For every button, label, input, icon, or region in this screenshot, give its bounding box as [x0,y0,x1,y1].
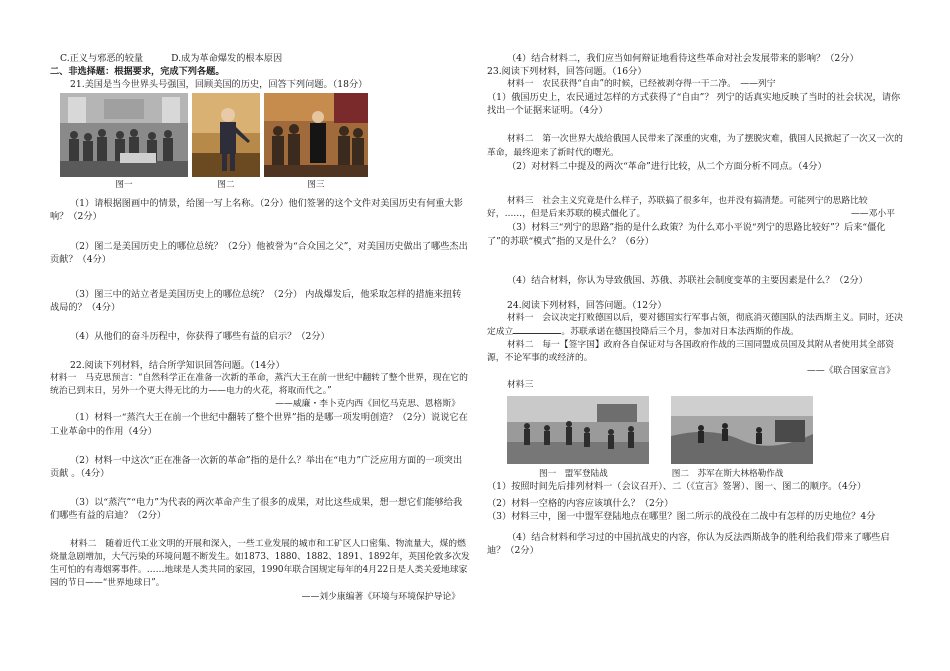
option-c: C.正义与邪恶的较量 [60,53,144,64]
left-column [50,52,470,604]
q22-stem: 22.阅读下列材料，结合所学知识回答问题。（14分） [70,359,285,371]
q24-material-3-label: 材料三 [507,379,534,390]
section-header: 二、非选择题：根据要求，完成下列各题。 [50,66,225,78]
q24-sub2: （2）材料一空格的内容应该填什么？（2分） [487,498,674,510]
q24-figure-captions [539,468,905,480]
q22-sub3: （3）以“蒸汽”“电力”为代表的两次革命产生了很多的成果，对比这些成果，想一想它们能够给我们哪些有益的启迪？（2分） [50,496,463,521]
q24-fill-blank[interactable] [513,325,561,334]
lincoln-scene-image [264,93,368,177]
option-d: D.成为革命爆发的根本原因 [171,53,283,64]
declaration-signing-image [60,93,188,177]
q22-material-1: 材料一 马克思预言：“自然科学正在准备一次新的革命，蒸汽大王在前一世纪中翻转了整个世界，现在它的统治已到末日，另外一个更大得无比的力——电力的火花，将取而代之。” [50,372,468,397]
q23-sub4: （4）结合材料，你认为导致俄国、苏俄、苏联社会制度变革的主要因素是什么？（2分） [507,274,868,286]
q24-sub1: （1）按照时间先后排列材料一（会议召开）、二（《宣言》签署）、图一、图二的顺序。（4分） [487,481,867,493]
figure-2-caption-q24: 图二 苏军在斯大林格勒作战 [671,468,784,479]
q23-sub3: （3）材料三“列宁的思路”指的是什么政策？为什么邓小平说“列宁的思路比较好”？后来“僵化了”的苏联“模式”指的又是什么？（6分） [487,222,886,247]
figure-1-caption: 图一 [115,180,133,191]
choice-options [60,52,470,65]
q24-material-1 [487,312,905,339]
figure-3-caption: 图三 [307,180,325,191]
q21-figures [60,93,470,191]
q22-material-2-source: ——刘少康编著《环境与环境保护导论》 [301,591,460,602]
q21-sub1: （1）请根据图画中的情景，给图一写上名称。（2分）他们签署的这个文件对美国历史有何重大影响？（2分） [50,198,463,223]
q22-sub2: （2）材料一中这次“正在准备一次新的革命”指的是什么？举出在“电力”广泛应用方面的一项突出贡献 。（4分） [50,454,463,479]
q23-material-2: 材料二 第一次世界大战给俄国人民带来了深重的灾难，为了摆脱灾难，俄国人民掀起了一次又一次的革命，最终迎来了新时代的曙光。 [487,134,903,158]
q22-sub1: （1）材料一“蒸汽大王在前一个世纪中翻转了整个世界”指的是哪一项发明创造？（2分）说说它在工业革命中的作用（4分） [50,412,468,437]
q24-material-1-start: 材料一 会议决定打败德国以后，要对德国实行军事占领，彻底消灭德国队的法西斯主义。同时，还决定成立 [487,312,903,337]
figure-2 [192,93,260,191]
q23-stem: 23.阅读下列材料，回答问题。（16分） [487,66,647,78]
washington-portrait-image [192,93,260,177]
q24-material-2: 材料二 每一【签字国】政府各自保证对与各国政府作战的三国同盟成员国及其附从者使用其全部资源，不论军事的或经济的。 [487,340,895,364]
stalingrad-battle-image [671,396,813,464]
q24-material-1-end: 。苏联承诺在德国投降后三个月，参加对日本法西斯的作战。 [561,326,799,337]
q21-stem: 21.美国是当今世界头号强国，回顾美国的历史，回答下列问题。（18分） [70,79,368,91]
q24-stem: 24.阅读下列材料，回答问题。（12分） [507,299,667,311]
allied-landing-image [507,396,649,464]
q23-material-1: 材料一 农民获得“自由”的时候，已经被剥夺得一干二净。 ——列宁 [507,79,776,90]
figure-1 [60,93,188,191]
figure-2-caption: 图二 [217,180,235,191]
q23-sub1: （1）俄国历史上，农民通过怎样的方式获得了“自由”？ 列宁的话真实地反映了当时的社会状况，请你找出一个证据来证明。（4分） [487,92,901,117]
q21-sub3: （3）图三中的站立者是美国历史上的哪位总统？（2分） 内战爆发后，他采取怎样的措施来扭转战局的？（4分） [50,288,462,313]
q23-sub2: （2）对材料二中提及的两次“革命”进行比较，从二个方面分析不同点。（4分） [507,160,827,172]
figure-1-caption-q24: 图一 盟军登陆战 [539,468,608,479]
right-column [487,52,905,557]
q24-sub3: （3）材料三中，图一中盟军登陆地点在哪里？图二所示的战役在二战中有怎样的历史地位？4分 [487,511,876,523]
q23-material-3: 材料三 社会主义究竟是什么样子，苏联搞了很多年，也并没有搞清楚。可能列宁的思路比较好，……，但是后来苏联的模式僵化了。 [487,195,868,220]
q21-sub4: （4）从他们的奋斗历程中，你获得了哪些有益的启示？（2分） [70,330,330,342]
q24-figures [507,396,905,464]
q24-sub4: （4）结合材料和学习过的中国抗战史的内容，你认为反法西斯战争的胜利给我们带来了哪些启迪？（2分） [487,532,890,557]
q23-material-3-source: ——邓小平 [851,209,895,220]
q24-material-2-source: ——《联合国家宣言》 [807,366,895,377]
q22-material-2: 材料二 随着近代工业文明的开展和深入，一些工业发展的城市和工矿区人口密集、物流量大，煤的燃烧量急剧增加，大气污染的环境问题不断发生。如1873、1880、1882、1891、1892年，英国伦敦多次发生可怕的有毒烟雾事件。……地球是人类共同的家园，1990年联合国规定每年的4月22日是人类关爱地球家园的节日——“世界地球日”。 [50,538,470,589]
figure-3 [264,93,368,191]
q21-sub2: （2）图二是美国历史上的哪位总统？（2分）他被誉为“合众国之父”，对美国历史做出了哪些杰出贡献？（4分） [50,240,468,265]
q22-material-1-source: ——威廉・李卜克内西《回忆马克思、恩格斯》 [275,399,460,410]
q22-sub4: （4）结合材料二，我们应当如何辩证地看待这些革命对社会发展带来的影响？（2分） [507,53,859,64]
